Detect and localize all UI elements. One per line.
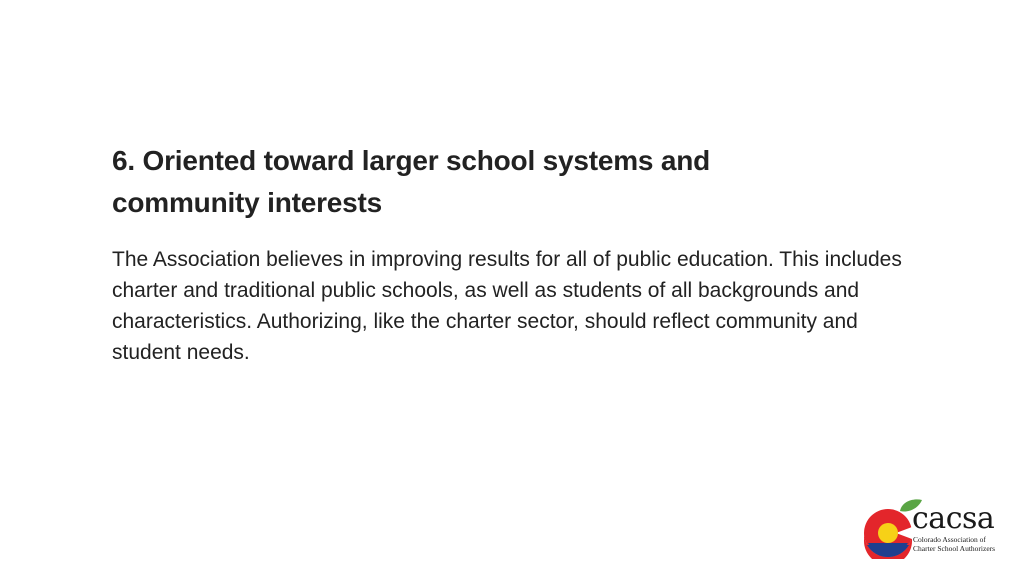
logo-wordmark: cacsa (912, 501, 995, 536)
cacsa-logo (862, 497, 1002, 559)
slide-heading: 6. Oriented toward larger school systems and community interests (112, 145, 711, 218)
logo-subtitle: Colorado Association of Charter School Authorizers (913, 535, 996, 553)
slide-body-text: The Association believes in improving results for all of public education. This includes charter and traditional public schools, as well as students of all backgrounds and characteristics. Authorizing, like the charter sector, should reflect community and student needs. (112, 248, 902, 364)
